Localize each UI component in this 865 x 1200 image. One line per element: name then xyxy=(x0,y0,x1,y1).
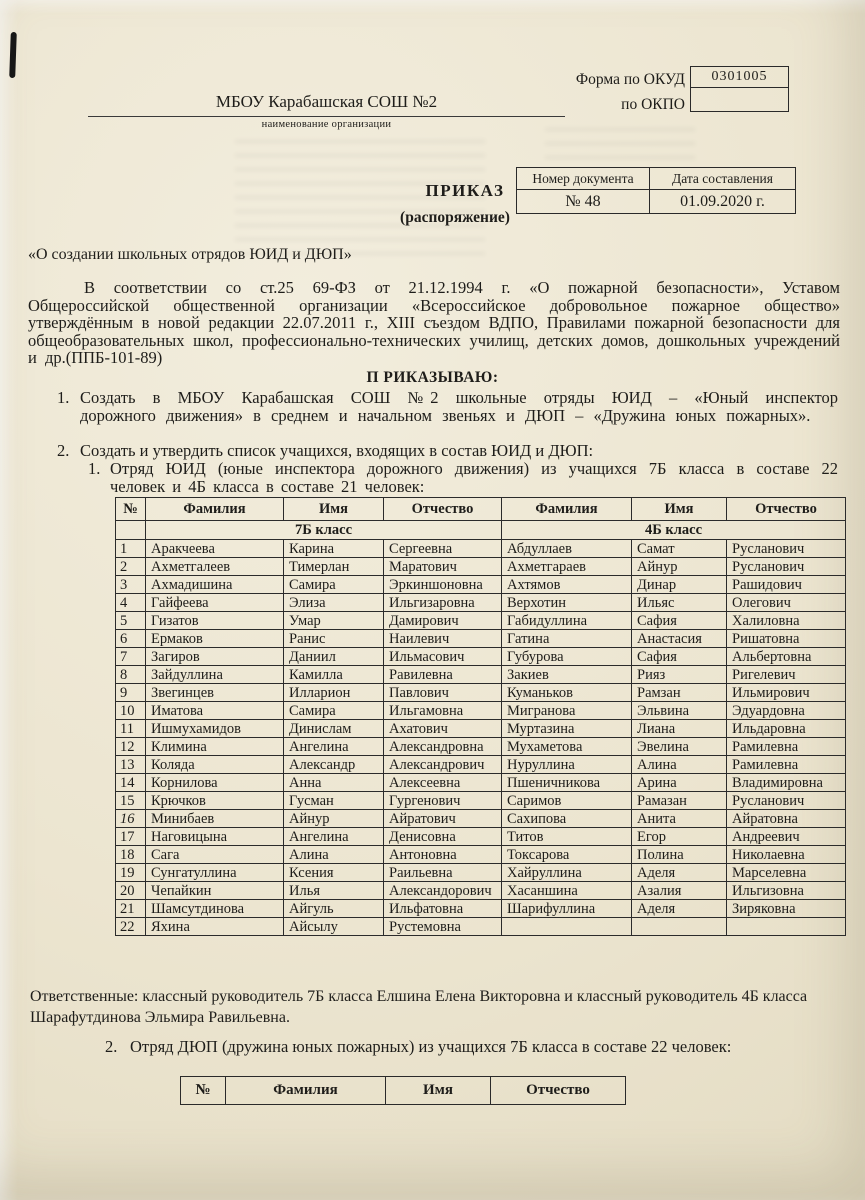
column-header: Отчество xyxy=(384,498,502,521)
uid-members-table xyxy=(115,497,846,936)
table-cell: Ахмадишина xyxy=(146,576,284,594)
order-item-1 xyxy=(28,389,838,424)
order-item-2 xyxy=(28,442,838,460)
table-cell: Рашидович xyxy=(727,576,846,594)
table-cell: Умар xyxy=(284,612,384,630)
table-cell: Ильгизаровна xyxy=(384,594,502,612)
table-cell: Владимировна xyxy=(727,774,846,792)
table-cell: 22 xyxy=(116,918,146,936)
table-cell: Гургенович xyxy=(384,792,502,810)
column-header: Фамилия xyxy=(502,498,632,521)
table-cell: Иматова xyxy=(146,702,284,720)
table-cell: Сергеевна xyxy=(384,540,502,558)
table-cell: Динислам xyxy=(284,720,384,738)
table-cell: Корнилова xyxy=(146,774,284,792)
table-cell: Закиев xyxy=(502,666,632,684)
table-cell: Гусман xyxy=(284,792,384,810)
table-row xyxy=(116,900,846,918)
table-cell: Мухаметова xyxy=(502,738,632,756)
table-cell: 12 xyxy=(116,738,146,756)
table-cell: Лиана xyxy=(632,720,727,738)
table-cell: Рустемовна xyxy=(384,918,502,936)
table-cell: Дамирович xyxy=(384,612,502,630)
bleed-through-artifact xyxy=(545,128,695,162)
column-header: № xyxy=(116,498,146,521)
okud-form-label: Форма по ОКУД xyxy=(575,71,685,88)
table-cell: Айнур xyxy=(632,558,727,576)
subject-line: «О создании школьных отрядов ЮИД и ДЮП» xyxy=(28,246,352,263)
table-cell: Русланович xyxy=(727,540,846,558)
table-cell: Сага xyxy=(146,846,284,864)
table-cell: 18 xyxy=(116,846,146,864)
table-cell: Гизатов xyxy=(146,612,284,630)
scan-ink-artifact xyxy=(9,32,17,78)
table-cell: Ахметгараев xyxy=(502,558,632,576)
table-cell: Рамазан xyxy=(632,792,727,810)
column-header: Имя xyxy=(386,1077,491,1105)
table-cell: Русланович xyxy=(727,792,846,810)
table-cell: Алексеевна xyxy=(384,774,502,792)
table-cell: 16 xyxy=(116,810,146,828)
table-cell: Токсарова xyxy=(502,846,632,864)
table-cell: Самат xyxy=(632,540,727,558)
table-cell: Нуруллина xyxy=(502,756,632,774)
organization-name: МБОУ Карабашская СОШ №2 xyxy=(215,92,438,111)
table-row xyxy=(116,918,846,936)
table-cell: 4 xyxy=(116,594,146,612)
table-row xyxy=(116,810,846,828)
table-cell: Александрович xyxy=(384,756,502,774)
table-row xyxy=(116,594,846,612)
table-cell: Алина xyxy=(284,846,384,864)
table-cell: Альбертовна xyxy=(727,648,846,666)
okud-code-box xyxy=(690,66,789,88)
table-row xyxy=(116,612,846,630)
uid-table-body xyxy=(116,540,846,936)
table-cell: Айсылу xyxy=(284,918,384,936)
table-cell: Верхотин xyxy=(502,594,632,612)
table-cell: Эльвина xyxy=(632,702,727,720)
table-cell: Ксения xyxy=(284,864,384,882)
table-cell: Габидуллина xyxy=(502,612,632,630)
okpo-code-box xyxy=(690,87,789,112)
table-cell: Анна xyxy=(284,774,384,792)
order-heading: П РИКАЗЫВАЮ: xyxy=(366,369,499,386)
table-cell: Яхина xyxy=(146,918,284,936)
table-cell: Анита xyxy=(632,810,727,828)
table-cell: Эвелина xyxy=(632,738,727,756)
table-cell: Муртазина xyxy=(502,720,632,738)
table-cell xyxy=(502,918,632,936)
table-cell: Эдуардовна xyxy=(727,702,846,720)
table-cell: 7 xyxy=(116,648,146,666)
table-cell: 9 xyxy=(116,684,146,702)
table-cell: 19 xyxy=(116,864,146,882)
table-row xyxy=(116,828,846,846)
table-row xyxy=(116,666,846,684)
table-cell: Сафия xyxy=(632,612,727,630)
table-cell: Абдуллаев xyxy=(502,540,632,558)
table-cell: Хасаншина xyxy=(502,882,632,900)
table-row xyxy=(116,738,846,756)
table-cell: Аделя xyxy=(632,864,727,882)
table-cell: Гайфеева xyxy=(146,594,284,612)
table-cell: Сафия xyxy=(632,648,727,666)
item-number: 1. xyxy=(57,388,70,407)
doc-number-header: Номер документа xyxy=(517,168,650,190)
table-row xyxy=(116,720,846,738)
table-cell: Марселевна xyxy=(727,864,846,882)
table-cell: Самира xyxy=(284,702,384,720)
table-cell: Крючков xyxy=(146,792,284,810)
table-cell: Маратович xyxy=(384,558,502,576)
table-cell: Зиряковна xyxy=(727,900,846,918)
table-cell: 13 xyxy=(116,756,146,774)
table-cell: Егор xyxy=(632,828,727,846)
table-cell: Губурова xyxy=(502,648,632,666)
table-cell: Антоновна xyxy=(384,846,502,864)
document-subtitle: (распоряжение) xyxy=(400,209,510,226)
table-cell: 20 xyxy=(116,882,146,900)
table-cell: Рияз xyxy=(632,666,727,684)
table-cell: Александровна xyxy=(384,738,502,756)
dup-members-table xyxy=(180,1076,626,1105)
responsible-note: Ответственные: классный руководитель 7Б класса Елшина Елена Викторовна и классный руководитель 4Б класса Шарафутдинова Эльмира Равильевна. xyxy=(30,988,808,1026)
table-cell: Аракчеева xyxy=(146,540,284,558)
table-row xyxy=(116,558,846,576)
class-7b-label: 7Б класс xyxy=(146,521,502,540)
table-cell: Равилевна xyxy=(384,666,502,684)
table-cell: Шамсутдинова xyxy=(146,900,284,918)
table-row xyxy=(116,576,846,594)
doc-date-header: Дата составления xyxy=(650,168,796,190)
preamble-paragraph: В соответствии со ст.25 69-ФЗ от 21.12.1994 г. «О пожарной безопасности», Уставом Общероссийской общественной организации «Всероссийское добровольное пожарное общество» утверждённым в новой редакции 22.07.2011 г., XIII съездом ВДПО, Правилами пожарной безопасности для общеобразовательных школ, профессионально-технических училищ, детских домов, дошкольных учреждений и др.(ППБ-101-89) xyxy=(28,278,840,367)
table-row xyxy=(116,540,846,558)
table-cell: Гатина xyxy=(502,630,632,648)
table-cell: 3 xyxy=(116,576,146,594)
table-cell: Ильгамовна xyxy=(384,702,502,720)
class-4b-label: 4Б класс xyxy=(502,521,846,540)
item-text: Создать в МБОУ Карабашская СОШ №2 школьные отряды ЮИД – «Юный инспектор дорожного движения» в среднем и начальном звеньях и ДЮП – «Дружина юных пожарных». xyxy=(80,388,838,425)
table-cell: Наговицына xyxy=(146,828,284,846)
table-cell: Ахметгалеев xyxy=(146,558,284,576)
table-cell: Саримов xyxy=(502,792,632,810)
okpo-label: по ОКПО xyxy=(621,96,685,113)
table-cell: 6 xyxy=(116,630,146,648)
table-cell: Азалия xyxy=(632,882,727,900)
table-cell: Ильфатовна xyxy=(384,900,502,918)
doc-date-value: 01.09.2020 г. xyxy=(650,190,796,214)
table-cell: Раильевна xyxy=(384,864,502,882)
table-cell: 15 xyxy=(116,792,146,810)
item-number: 2. xyxy=(57,441,70,460)
table-cell: Ильгизовна xyxy=(727,882,846,900)
table-cell: Илья xyxy=(284,882,384,900)
table-cell: Климина xyxy=(146,738,284,756)
empty-cell xyxy=(116,521,146,540)
table-cell: Ишмухамидов xyxy=(146,720,284,738)
table-cell: Ахатович xyxy=(384,720,502,738)
table-cell: Айгуль xyxy=(284,900,384,918)
table-cell xyxy=(727,918,846,936)
table-cell: Ильмирович xyxy=(727,684,846,702)
table-cell: Минибаев xyxy=(146,810,284,828)
table-cell: Куманьков xyxy=(502,684,632,702)
table-cell: Ангелина xyxy=(284,828,384,846)
table-row xyxy=(116,648,846,666)
table-cell: Айнур xyxy=(284,810,384,828)
table-cell: Ангелина xyxy=(284,738,384,756)
item-text: Отряд ЮИД (юные инспектора дорожного движения) из учащихся 7Б класса в составе 22 человек и 4Б класса в составе 21 человек: xyxy=(110,459,838,496)
uid-table-header-row xyxy=(116,498,846,521)
column-header: Имя xyxy=(284,498,384,521)
column-header: Фамилия xyxy=(146,498,284,521)
table-cell: Ермаков xyxy=(146,630,284,648)
table-cell: Ришатовна xyxy=(727,630,846,648)
table-cell: Тимерлан xyxy=(284,558,384,576)
dup-table-header-row xyxy=(181,1077,626,1105)
table-cell: Арина xyxy=(632,774,727,792)
table-cell: 5 xyxy=(116,612,146,630)
table-cell: Рамилевна xyxy=(727,756,846,774)
table-cell: 8 xyxy=(116,666,146,684)
column-header: Отчество xyxy=(727,498,846,521)
table-cell: Халиловна xyxy=(727,612,846,630)
table-cell: 14 xyxy=(116,774,146,792)
table-cell: Сунгатуллина xyxy=(146,864,284,882)
okud-code-value: 0301005 xyxy=(711,69,768,84)
table-cell: Ригелевич xyxy=(727,666,846,684)
table-cell: Рамилевна xyxy=(727,738,846,756)
table-row xyxy=(116,864,846,882)
table-row xyxy=(116,756,846,774)
table-cell: Чепайкин xyxy=(146,882,284,900)
order-item-dup xyxy=(28,1038,828,1056)
table-cell: Александорович xyxy=(384,882,502,900)
table-cell: 2 xyxy=(116,558,146,576)
table-cell: Коляда xyxy=(146,756,284,774)
item-number: 2. xyxy=(105,1037,118,1056)
table-row xyxy=(116,684,846,702)
table-row xyxy=(116,702,846,720)
table-cell: Сахипова xyxy=(502,810,632,828)
table-cell: Зайдуллина xyxy=(146,666,284,684)
table-cell: Алина xyxy=(632,756,727,774)
table-row xyxy=(116,882,846,900)
table-cell: Ильдаровна xyxy=(727,720,846,738)
table-cell: Хайруллина xyxy=(502,864,632,882)
table-cell: 1 xyxy=(116,540,146,558)
uid-table-class-row xyxy=(116,521,846,540)
table-cell: Русланович xyxy=(727,558,846,576)
table-cell: Александр xyxy=(284,756,384,774)
table-cell: Наилевич xyxy=(384,630,502,648)
item-text: Создать и утвердить список учащихся, входящих в состав ЮИД и ДЮП: xyxy=(80,441,594,460)
table-cell: 21 xyxy=(116,900,146,918)
table-cell: Анастасия xyxy=(632,630,727,648)
table-cell: Денисовна xyxy=(384,828,502,846)
table-cell: Звегинцев xyxy=(146,684,284,702)
order-subitem-1 xyxy=(28,460,838,495)
table-cell: Загиров xyxy=(146,648,284,666)
table-row xyxy=(116,774,846,792)
table-cell: Камилла xyxy=(284,666,384,684)
table-cell: Андреевич xyxy=(727,828,846,846)
table-cell: Олегович xyxy=(727,594,846,612)
item-text: Отряд ДЮП (дружина юных пожарных) из учащихся 7Б класса в составе 22 человек: xyxy=(130,1037,732,1056)
table-cell: Элиза xyxy=(284,594,384,612)
table-cell: Эркиншоновна xyxy=(384,576,502,594)
table-cell: Аделя xyxy=(632,900,727,918)
table-cell: Пшеничникова xyxy=(502,774,632,792)
doc-number-value: № 48 xyxy=(517,190,650,214)
table-cell: Мигранова xyxy=(502,702,632,720)
org-name-caption: наименование организации xyxy=(261,119,392,130)
table-cell: Айратовна xyxy=(727,810,846,828)
table-cell: Динар xyxy=(632,576,727,594)
column-header: № xyxy=(181,1077,226,1105)
table-cell: Полина xyxy=(632,846,727,864)
table-cell: 17 xyxy=(116,828,146,846)
table-cell xyxy=(632,918,727,936)
column-header: Отчество xyxy=(491,1077,626,1105)
table-cell: Ильмасович xyxy=(384,648,502,666)
table-cell: Самира xyxy=(284,576,384,594)
table-row xyxy=(116,846,846,864)
column-header: Имя xyxy=(632,498,727,521)
column-header: Фамилия xyxy=(226,1077,386,1105)
document-title: ПРИКАЗ xyxy=(425,181,505,200)
item-number: 1. xyxy=(88,459,101,478)
table-cell: Николаевна xyxy=(727,846,846,864)
table-cell: Даниил xyxy=(284,648,384,666)
table-cell: Илларион xyxy=(284,684,384,702)
table-cell: 11 xyxy=(116,720,146,738)
table-cell: Павлович xyxy=(384,684,502,702)
table-cell: Ахтямов xyxy=(502,576,632,594)
table-row xyxy=(116,792,846,810)
table-cell: Рамзан xyxy=(632,684,727,702)
table-cell: Титов xyxy=(502,828,632,846)
org-underline xyxy=(88,116,565,117)
table-row xyxy=(116,630,846,648)
table-cell: 10 xyxy=(116,702,146,720)
table-cell: Ильяс xyxy=(632,594,727,612)
table-cell: Айратович xyxy=(384,810,502,828)
table-cell: Шарифуллина xyxy=(502,900,632,918)
table-cell: Ранис xyxy=(284,630,384,648)
table-cell: Карина xyxy=(284,540,384,558)
